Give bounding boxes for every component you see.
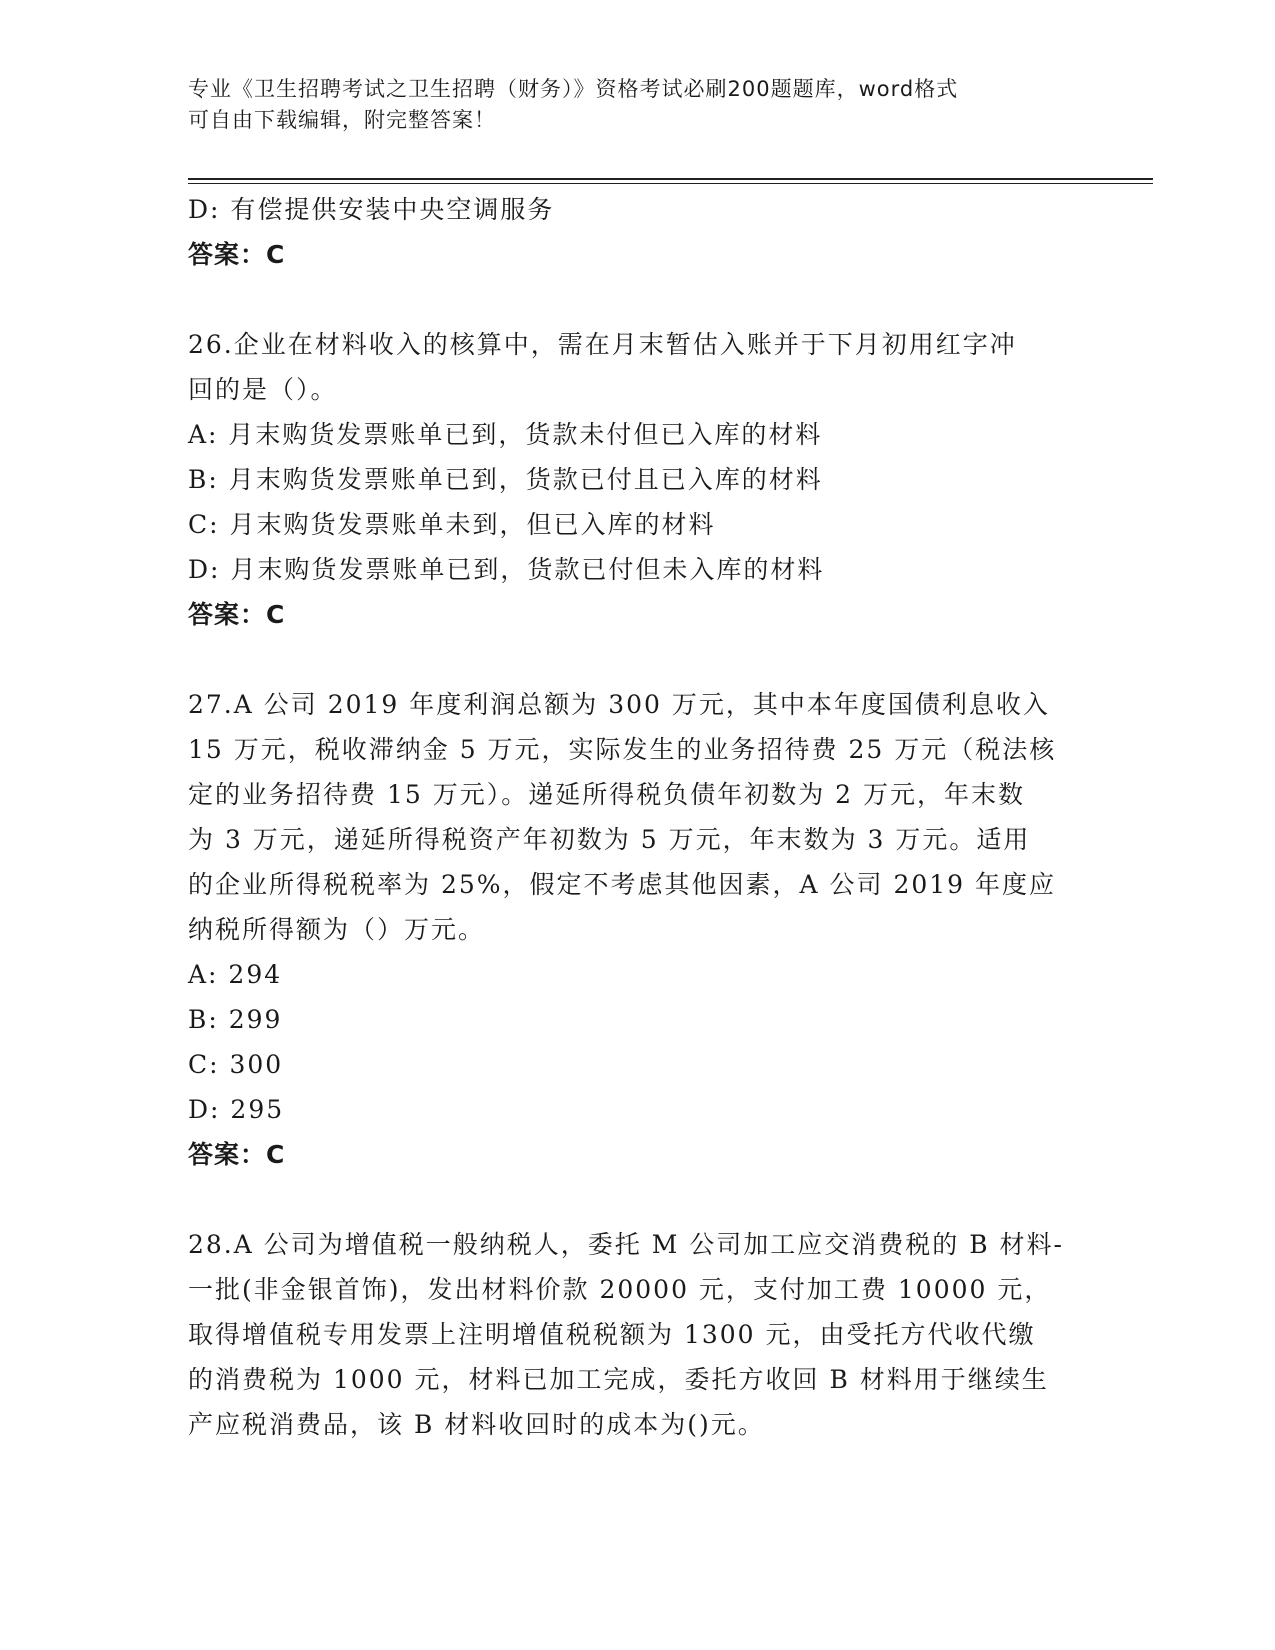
question-stem-line: 一批(非金银首饰)，发出材料价款 20000 元，支付加工费 10000 元， xyxy=(188,1275,1052,1304)
question-stem-line: 27.A 公司 2019 年度利润总额为 300 万元，其中本年度国债利息收入 xyxy=(188,690,1050,719)
question-stem-line: 产应税消费品，该 B 材料收回时的成本为()元。 xyxy=(188,1410,765,1439)
question-stem-line: 纳税所得额为（）万元。 xyxy=(188,915,486,944)
question-stem-line: 的企业所得税税率为 25%，假定不考虑其他因素，A 公司 2019 年度应 xyxy=(188,870,1057,899)
header-title-line-1: 专业《卫生招聘考试之卫生招聘（财务）》资格考试必刷200题题库，word格式 xyxy=(188,77,959,101)
option-b: B: 299 xyxy=(188,1005,283,1034)
option-b: B: 月末购货发票账单已到，货款已付且已入库的材料 xyxy=(188,465,823,494)
option-a: A: 月末购货发票账单已到，货款未付但已入库的材料 xyxy=(188,420,823,449)
question-stem-line: 的消费税为 1000 元，材料已加工完成，委托方收回 B 材料用于继续生 xyxy=(188,1365,1049,1394)
spacer xyxy=(188,277,1088,322)
spacer xyxy=(188,637,1088,682)
question-stem-line: 28.A 公司为增值税一般纳税人，委托 M 公司加工应交消费税的 B 材料- xyxy=(188,1230,1064,1259)
option-d: D: 295 xyxy=(188,1095,285,1124)
page-header xyxy=(188,74,1068,136)
option-d: D: 月末购货发票账单已到，货款已付但未入库的材料 xyxy=(188,555,825,584)
question-stem-line: 取得增值税专用发票上注明增值税税额为 1300 元，由受托方代收代缴 xyxy=(188,1320,1036,1349)
option-d: D: 有偿提供安装中央空调服务 xyxy=(188,195,555,224)
header-title-line-2: 可自由下载编辑，附完整答案！ xyxy=(188,108,496,132)
question-stem-line: 回的是（）。 xyxy=(188,375,338,404)
previous-question-tail xyxy=(188,187,1088,277)
header-divider-thin xyxy=(188,183,1153,184)
question-26 xyxy=(188,322,1088,637)
spacer xyxy=(188,1177,1088,1222)
question-stem-line: 定的业务招待费 15 万元）。递延所得税负债年初数为 2 万元，年末数 xyxy=(188,780,1026,809)
question-27 xyxy=(188,682,1088,1177)
question-stem-line: 为 3 万元，递延所得税资产年初数为 5 万元，年末数为 3 万元。适用 xyxy=(188,825,1031,854)
question-28 xyxy=(188,1222,1088,1447)
question-stem-line: 15 万元，税收滞纳金 5 万元，实际发生的业务招待费 25 万元（税法核 xyxy=(188,735,1057,764)
answer-line: 答案：C xyxy=(188,1140,286,1169)
option-a: A: 294 xyxy=(188,960,283,989)
option-c: C: 300 xyxy=(188,1050,284,1079)
header-divider-thick xyxy=(188,178,1153,180)
answer-line: 答案：C xyxy=(188,600,286,629)
option-c: C: 月末购货发票账单未到，但已入库的材料 xyxy=(188,510,716,539)
answer-line: 答案：C xyxy=(188,240,286,269)
question-content xyxy=(188,187,1088,1447)
question-stem-line: 26.企业在材料收入的核算中，需在月末暂估入账并于下月初用红字冲 xyxy=(188,330,1017,359)
